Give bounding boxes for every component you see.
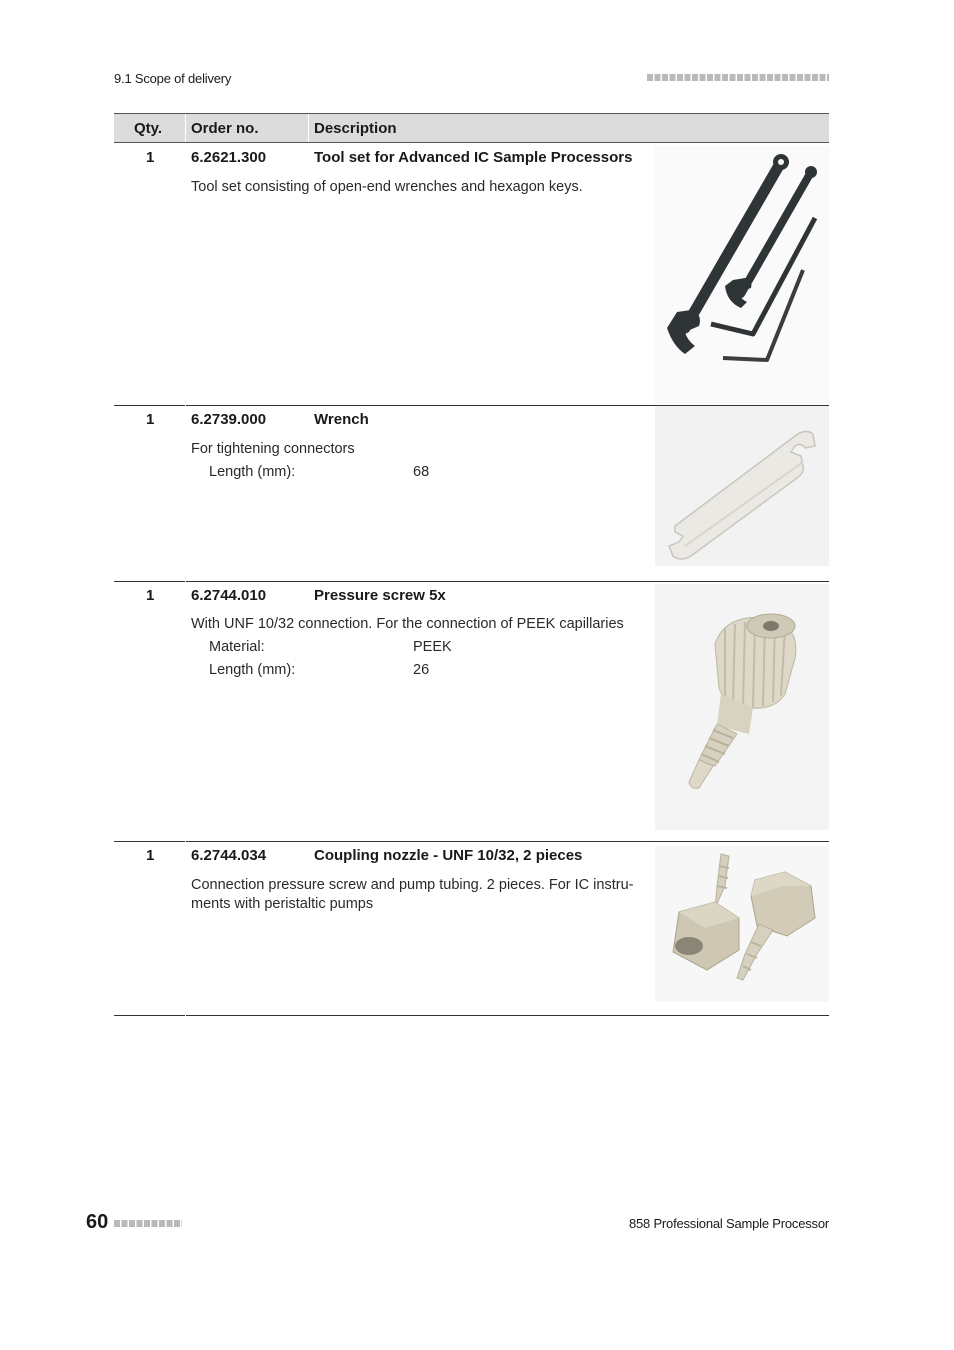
row-title: Wrench (314, 411, 369, 428)
row-description: For tightening connectors (191, 441, 355, 457)
row-divider (114, 581, 829, 582)
row-title: Coupling nozzle - UNF 10/32, 2 pieces (314, 847, 583, 864)
row-order-no: 6.2744.010 (191, 587, 267, 604)
row-qty: 1 (146, 411, 155, 428)
column-separator (308, 114, 309, 142)
row-divider-gap (185, 1015, 186, 1016)
row-description: With UNF 10/32 connection. For the connection of PEEK capillaries (191, 616, 624, 632)
tool-set-image (655, 146, 829, 404)
row-divider-gap (185, 581, 186, 582)
row-order-no: 6.2744.034 (191, 847, 267, 864)
property-label: Length (mm): (209, 662, 296, 678)
row-description-line: ments with peristaltic pumps (191, 896, 374, 912)
property-value: 68 (413, 464, 430, 480)
row-qty: 1 (146, 847, 155, 864)
row-description: Tool set consisting of open-end wrenches and hexagon keys. (191, 179, 583, 195)
coupling-nozzle-image (655, 846, 829, 1002)
wrench-image (655, 406, 829, 566)
page-number: 60 (86, 1211, 109, 1233)
table-bottom-rule (114, 1015, 829, 1016)
column-separator (185, 114, 186, 142)
row-order-no: 6.2621.300 (191, 149, 267, 166)
property-value: PEEK (413, 639, 452, 655)
row-order-no: 6.2739.000 (191, 411, 267, 428)
property-label: Length (mm): (209, 464, 296, 480)
col-header-order-no: Order no. (191, 120, 259, 137)
row-title: Pressure screw 5x (314, 587, 446, 604)
header-decoration (647, 74, 829, 81)
row-qty: 1 (146, 587, 155, 604)
property-label: Material: (209, 639, 265, 655)
property-value: 26 (413, 662, 430, 678)
pressure-screw-image (655, 584, 829, 830)
footer-product-name: 858 Professional Sample Processor (628, 1216, 829, 1231)
row-title: Tool set for Advanced IC Sample Processors (314, 149, 633, 166)
running-header-section: 9.1 Scope of delivery (114, 71, 232, 86)
footer-decoration (114, 1220, 182, 1227)
row-qty: 1 (146, 149, 155, 166)
row-description-line: Connection pressure screw and pump tubing. 2 pieces. For IC instru- (191, 877, 634, 893)
row-divider-gap (185, 841, 186, 842)
col-header-description: Description (314, 120, 397, 137)
row-divider (114, 841, 829, 842)
col-header-qty: Qty. (134, 120, 163, 137)
row-divider-gap (185, 405, 186, 406)
table-header (114, 113, 829, 143)
